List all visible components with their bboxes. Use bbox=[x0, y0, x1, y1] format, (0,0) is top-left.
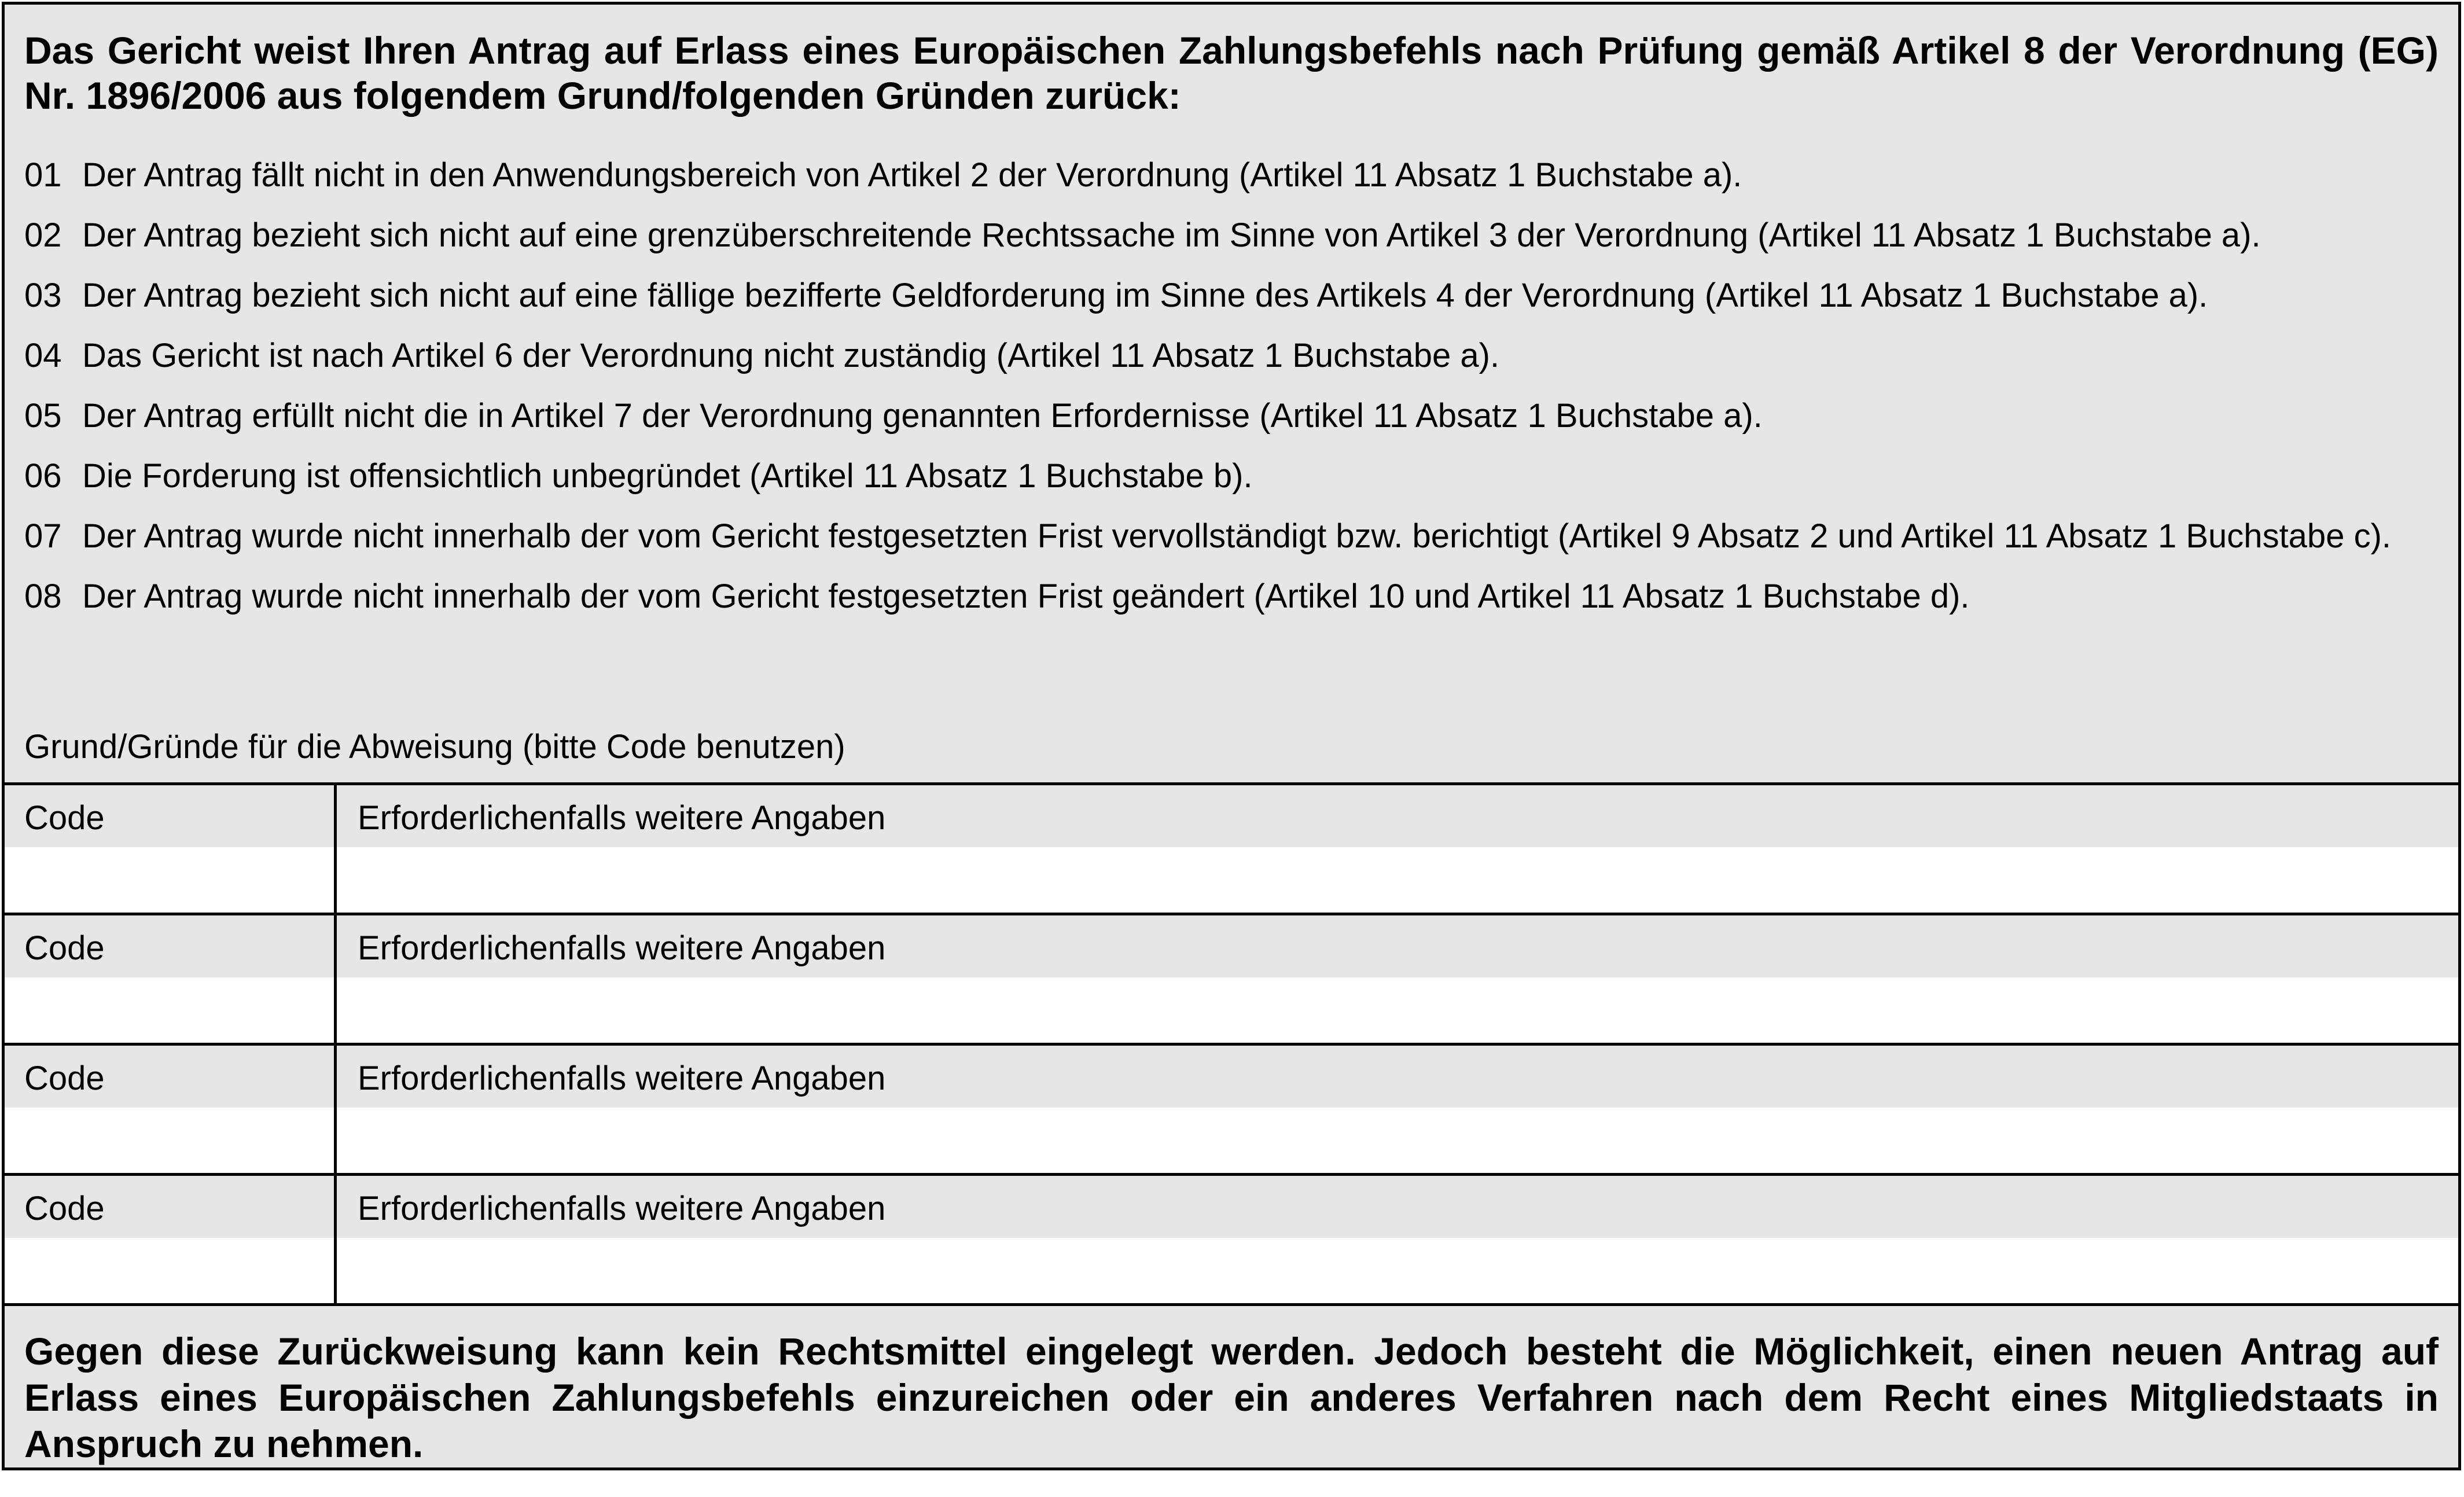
reason-code: 01 bbox=[24, 156, 62, 194]
reason-code: 06 bbox=[24, 457, 62, 495]
code-field[interactable] bbox=[5, 1238, 334, 1303]
info-label: Erforderlichenfalls weitere Angaben bbox=[358, 1190, 886, 1227]
additional-info-field[interactable] bbox=[337, 1238, 2458, 1303]
reason-text: Der Antrag wurde nicht innerhalb der vom Gericht festgesetzten Frist vervollständigt bzw. berichtigt (Artikel 9 Absatz 2 und Artikel 11 Absatz 1 Buchstabe c). bbox=[82, 517, 2391, 555]
entry-row bbox=[5, 1043, 2458, 1173]
code-field[interactable] bbox=[5, 1108, 334, 1173]
reason-code: 04 bbox=[24, 337, 62, 374]
additional-info-field[interactable] bbox=[337, 1108, 2458, 1173]
entry-row bbox=[5, 1173, 2458, 1303]
info-label: Erforderlichenfalls weitere Angaben bbox=[358, 1060, 886, 1097]
reason-code: 07 bbox=[24, 517, 62, 555]
reason-item-04 bbox=[24, 334, 2439, 377]
reason-item-05 bbox=[24, 395, 2439, 437]
code-field[interactable] bbox=[5, 847, 334, 913]
reason-item-03 bbox=[24, 274, 2439, 317]
reason-code: 03 bbox=[24, 277, 62, 314]
code-label: Code bbox=[24, 1190, 105, 1227]
info-label: Erforderlichenfalls weitere Angaben bbox=[358, 799, 886, 837]
reason-text: Der Antrag bezieht sich nicht auf eine fällige bezifferte Geldforderung im Sinne des Artikels 4 der Verordnung (Artikel 11 Absatz 1 Buchstabe a). bbox=[82, 277, 2208, 314]
reason-list bbox=[24, 154, 2439, 618]
reason-code: 05 bbox=[24, 397, 62, 435]
reason-item-07 bbox=[24, 515, 2439, 558]
reason-code: 08 bbox=[24, 578, 62, 615]
reason-text: Der Antrag fällt nicht in den Anwendungsbereich von Artikel 2 der Verordnung (Artikel 11 Absatz 1 Buchstabe a). bbox=[82, 156, 1742, 194]
reason-item-02 bbox=[24, 214, 2439, 257]
reason-text: Die Forderung ist offensichtlich unbegründet (Artikel 11 Absatz 1 Buchstabe b). bbox=[82, 457, 1253, 495]
reason-item-06 bbox=[24, 455, 2439, 498]
reasons-field-label: Grund/Gründe für die Abweisung (bitte Code benutzen) bbox=[24, 728, 845, 766]
code-field[interactable] bbox=[5, 977, 334, 1043]
info-label: Erforderlichenfalls weitere Angaben bbox=[358, 929, 886, 967]
form-intro bbox=[5, 5, 2458, 785]
reason-item-01 bbox=[24, 154, 2439, 197]
entry-rows bbox=[5, 782, 2458, 1303]
reason-item-08 bbox=[24, 575, 2439, 618]
code-label: Code bbox=[24, 1060, 105, 1097]
code-label: Code bbox=[24, 929, 105, 967]
reason-text: Der Antrag wurde nicht innerhalb der vom Gericht festgesetzten Frist geändert (Artikel 10 und Artikel 11 Absatz 1 Buchstabe d). bbox=[82, 578, 1970, 615]
additional-info-field[interactable] bbox=[337, 847, 2458, 913]
reason-text: Der Antrag erfüllt nicht die in Artikel 7 der Verordnung genannten Erfordernisse (Artikel 11 Absatz 1 Buchstabe a). bbox=[82, 397, 1763, 435]
reason-text: Der Antrag bezieht sich nicht auf eine grenzüberschreitende Rechtssache im Sinne von Artikel 3 der Verordnung (Artikel 11 Absatz 1 Buchstabe a). bbox=[82, 216, 2261, 254]
entry-row bbox=[5, 782, 2458, 913]
form-heading: Das Gericht weist Ihren Antrag auf Erlass eines Europäischen Zahlungsbefehls nach Prüfung gemäß Artikel 8 der Verordnung (EG) Nr. 1896/2006 aus folgendem Grund/folgenden Gründen zurück: bbox=[24, 29, 2439, 117]
legal-remedy-notice: Gegen diese Zurückweisung kann kein Rechtsmittel eingelegt werden. Jedoch besteht die Möglichkeit, einen neuen Antrag auf Erlass eines Europäischen Zahlungsbefehls einzureichen oder ein anderes Verfahren nach dem Recht eines Mitgliedstaats in Anspruch zu nehmen. bbox=[5, 1303, 2458, 1467]
reason-code: 02 bbox=[24, 216, 62, 254]
reason-text: Das Gericht ist nach Artikel 6 der Verordnung nicht zuständig (Artikel 11 Absatz 1 Buchstabe a). bbox=[82, 337, 1500, 374]
rejection-form bbox=[2, 2, 2461, 1470]
entry-row bbox=[5, 913, 2458, 1043]
code-label: Code bbox=[24, 799, 105, 837]
additional-info-field[interactable] bbox=[337, 977, 2458, 1043]
